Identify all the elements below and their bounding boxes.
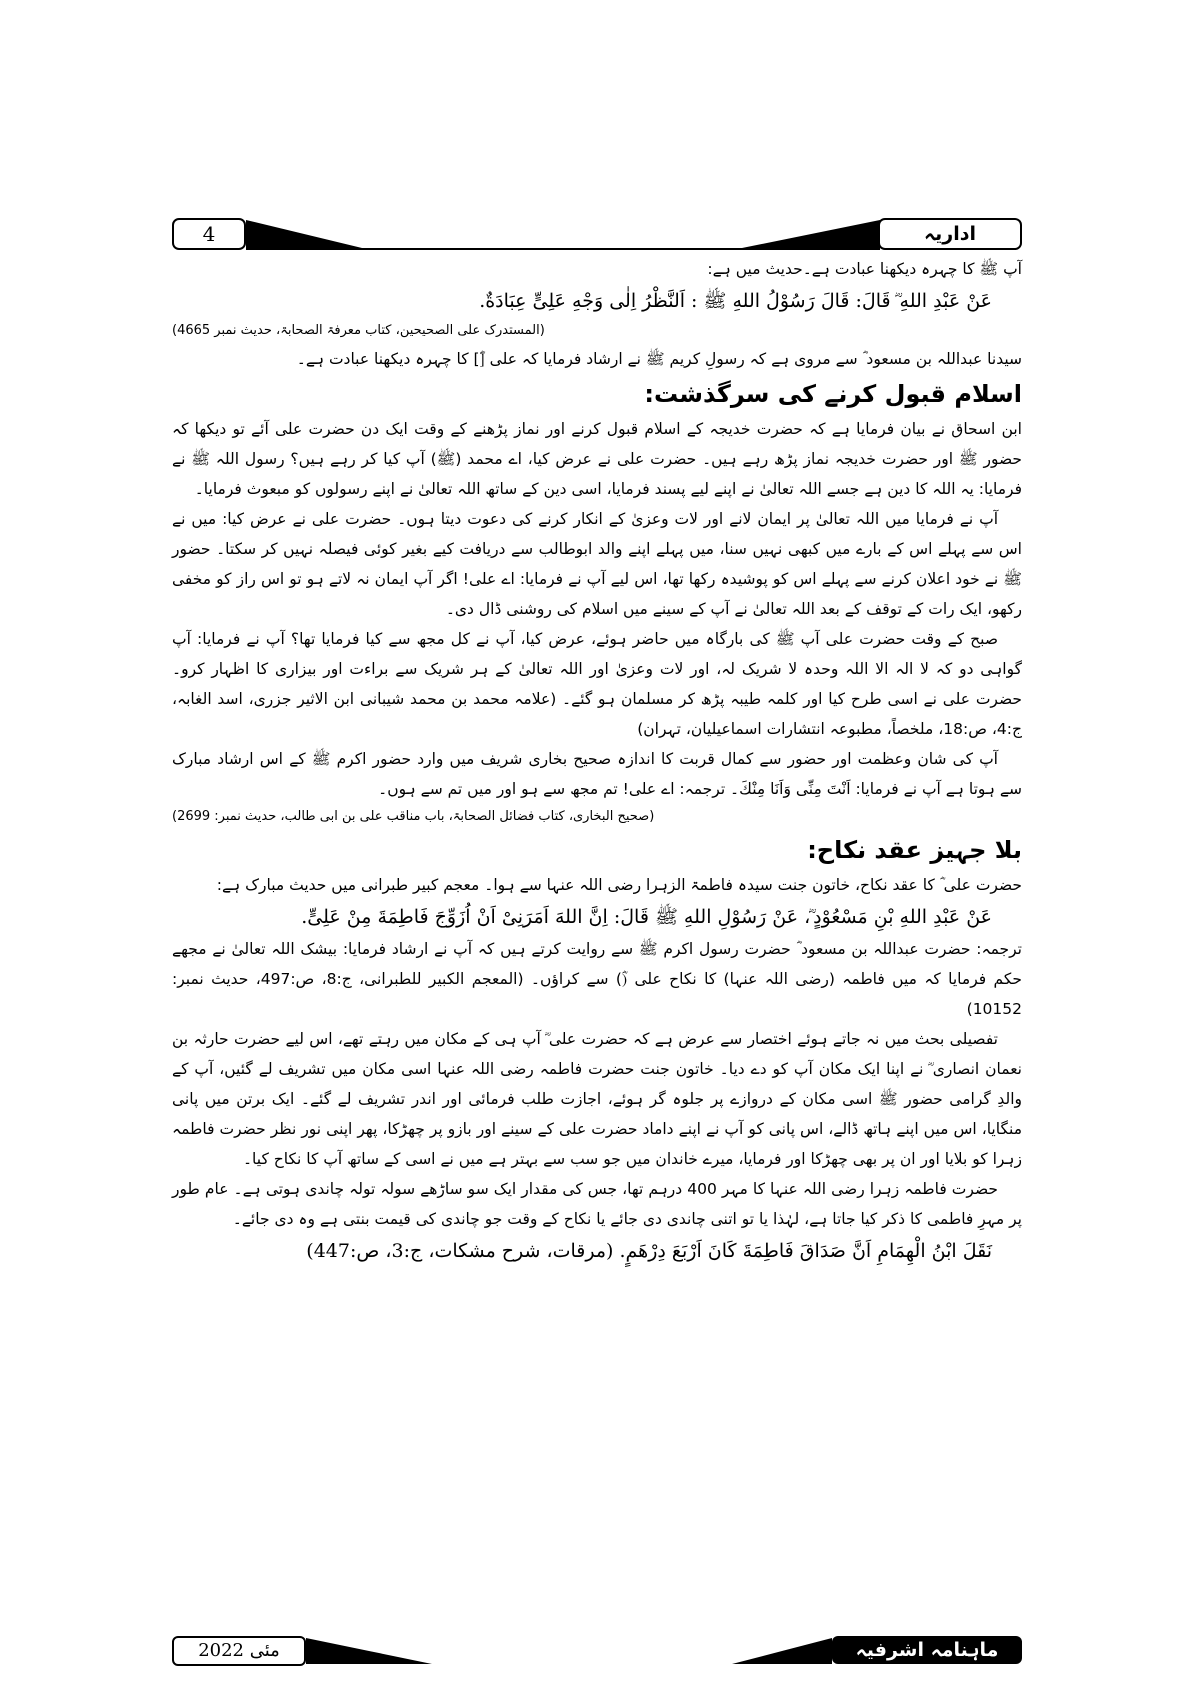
paragraph-8: ترجمہ: حضرت عبداللہ بن مسعود ؓ حضرت رسول اکرم ﷺ سے روایت کرتے ہیں کہ آپ نے ارشاد فرمایا: بیشک اللہ تعالیٰ نے مجھے حکم فرمایا کہ میں فاطمہ (رضی اللہ عنہا) کا نکاح علی (ؓ) سے کراؤں۔ (المعجم الکبیر للطبرانی، ج:8، ص:497، حدیث نمبر: 10152) [172,940,1022,1018]
heading-islam: اسلام قبول کرنے کی سرگذشت: [644,380,1022,408]
paragraph-10: حضرت فاطمہ زہرا رضی اللہ عنہا کا مہر 400 درہم تھا، جس کی مقدار ایک سو ساڑھے سولہ تولہ چاندی ہوتی ہے۔ عام طور پر مہرِ فاطمی کا ذکر کیا جاتا ہے، لہٰذا یا تو اتنی چاندی دی جائے یا نکاح کے وقت جو چاندی کی قیمت بنتی ہے وہ دی جائے۔ [172,1180,1022,1228]
section-title: اداریہ [878,218,1022,250]
paragraph-translation-1: سیدنا عبداللہ بن مسعود ؓ سے مروی ہے کہ رسولِ کریم ﷺ نے ارشاد فرمایا کہ علی [ؓ] کا چہرہ دیکھنا عبادت ہے۔ [296,350,1022,368]
arabic-quote-3: نَقَلَ ابْنُ الْهِمَامِ اَنَّ صَدَاقَ فَاطِمَةَ كَانَ اَرْبَعَ دِرْهَمٍ. (مرقات، شرح مشکات، ج:3، ص:447) [306,1240,992,1262]
paragraph-intro: آپ ﷺ کا چہرہ دیکھنا عبادت ہے۔حدیث میں ہے: [707,260,1022,278]
paragraph-9: تفصیلی بحث میں نہ جاتے ہوئے اختصار سے عرض ہے کہ حضرت علی ؓ آپ ہی کے مکان میں رہتے تھے، اس لیے حضرت حارثہ بن نعمان انصاری ؓ نے اپنا ایک مکان آپ کو دے دیا۔ خاتون جنت حضرت فاطمہ رضی اللہ عنہا اسی مکان میں تشریف لے گئیں، آپ کے والدِ گرامی حضور ﷺ اسی مکان کے دروازے پر جلوہ گر ہوئے، اجازت طلب فرمائی اور اندر تشریف لے گئے۔ ایک برتن میں پانی منگایا، اس میں اپنے ہاتھ ڈالے، اس پانی کو آپ نے اپنے داماد حضرت علی کے سینے اور بازو پر چھڑکا، پھر اپنی نور نظر حضرت فاطمہ زہرا کو بلایا اور ان پر بھی چھڑکا اور فرمایا، میرے خاندان میں جو سب سے بہتر ہے میں نے اسی کے ساتھ آپ کا نکاح کیا۔ [172,1030,1022,1168]
paragraph-5: صبح کے وقت حضرت علی آپ ﷺ کی بارگاہ میں حاضر ہوئے، عرض کیا، آپ نے کل مجھ سے کیا فرمایا تھا؟ آپ نے فرمایا: آپ گواہی دو کہ لا الہ الا اللہ وحدہ لا شریک لہ، اور لات وعزیٰ اور اللہ تعالیٰ کے ہر شریک سے براءت اور بیزاری کا اظہار کرو۔ حضرت علی نے اسی طرح کیا اور کلمہ طیبہ پڑھ کر مسلمان ہو گئے۔ (علامہ محمد بن محمد شیبانی ابن الاثیر جزری، اسد الغابہ، ج:4، ص:18، ملخصاً، مطبوعہ انتشارات اسماعیلیان، تہران) [172,630,1022,738]
paragraph-4: آپ نے فرمایا میں اللہ تعالیٰ پر ایمان لانے اور لات وعزیٰ کے انکار کرنے کی دعوت دیتا ہوں۔ حضرت علی نے عرض کیا: میں نے اس سے پہلے اس کے بارے میں کبھی نہیں سنا، میں پہلے اپنے والد ابوطالب سے دریافت کیے بغیر کوئی فیصلہ نہیں کر سکتا۔ حضور ﷺ نے خود اعلان کرنے سے پہلے اس کو پوشیدہ رکھا تھا، اس لیے آپ نے فرمایا: اے علی! اگر آپ ایمان نہ لاتے ہو تو اس راز کو مخفی رکھو، ایک رات کے توقف کے بعد اللہ تعالیٰ نے آپ کے سینے میں اسلام کی روشنی ڈال دی۔ [172,510,1022,618]
arabic-hadith-2: عَنْ عَبْدِ اللهِ بْنِ مَسْعُوْدٍ ؓ، عَنْ رَسُوْلِ اللهِ ﷺ قَالَ: اِنَّ اللهَ اَمَرَنِیْ اَنْ اُزَوِّجَ فَاطِمَةَ مِنْ عَلِیٍّ. [301,906,992,928]
page-number: 4 [172,218,246,250]
issue-date: مئی 2022 [172,1636,306,1666]
reference-1: (المستدرک علی الصحیحین، کتاب معرفۃ الصحابۃ، حدیث نمبر 4665) [172,323,545,338]
heading-nikah: بلا جہیز عقد نکاح: [807,836,1022,864]
arabic-hadith-1: عَنْ عَبْدِ اللهِ ؓ قَالَ: قَالَ رَسُوْلُ اللهِ ﷺ : اَلنَّظْرُ اِلٰی وَجْهِ عَلِیٍّ عِبَادَةٌ. [479,290,992,312]
footer-left-wedge [306,1638,432,1664]
page-footer [172,1636,1022,1670]
paragraph-7: حضرت علی ؓ کا عقد نکاح، خاتون جنت سیدہ فاطمۃ الزہرا رضی اللہ عنہا سے ہوا۔ معجم کبیر طبرانی میں حدیث مبارک ہے: [216,876,1022,894]
magazine-name: ماہنامہ اشرفیہ [832,1636,1022,1664]
page-header [172,218,1022,252]
paragraph-3: ابن اسحاق نے بیان فرمایا ہے کہ حضرت خدیجہ کے اسلام قبول کرنے اور نماز پڑھنے کے وقت ایک دن حضرت علی آئے تو دیکھا کہ حضور ﷺ اور حضرت خدیجہ نماز پڑھ رہے ہیں۔ حضرت علی نے عرض کیا، اے محمد (ﷺ) آپ کیا کر رہے ہیں؟ رسول اللہ ﷺ نے فرمایا: یہ اللہ کا دین ہے جسے اللہ تعالیٰ نے اپنے لیے پسند فرمایا، اسی دین کے ساتھ اللہ تعالیٰ نے اپنے رسولوں کو مبعوث فرمایا۔ [172,420,1022,498]
article-body [172,254,1022,1614]
paragraph-6: آپ کی شان وعظمت اور حضور سے کمال قربت کا اندازہ صحیح بخاری شریف میں وارد حضور اکرم ﷺ کے اس ارشاد مبارک سے ہوتا ہے آپ نے فرمایا: اَنْتَ مِنِّی وَاَنَا مِنْكَ۔ ترجمہ: اے علی! تم مجھ سے ہو اور میں تم سے ہوں۔ [172,750,1022,798]
reference-2: (صحیح البخاری، کتاب فضائل الصحابۃ، باب مناقب علی بن ابی طالب، حدیث نمبر: 2699) [172,809,655,824]
header-right-wedge [742,220,880,248]
header-left-wedge [246,220,362,248]
footer-right-wedge [732,1638,832,1664]
